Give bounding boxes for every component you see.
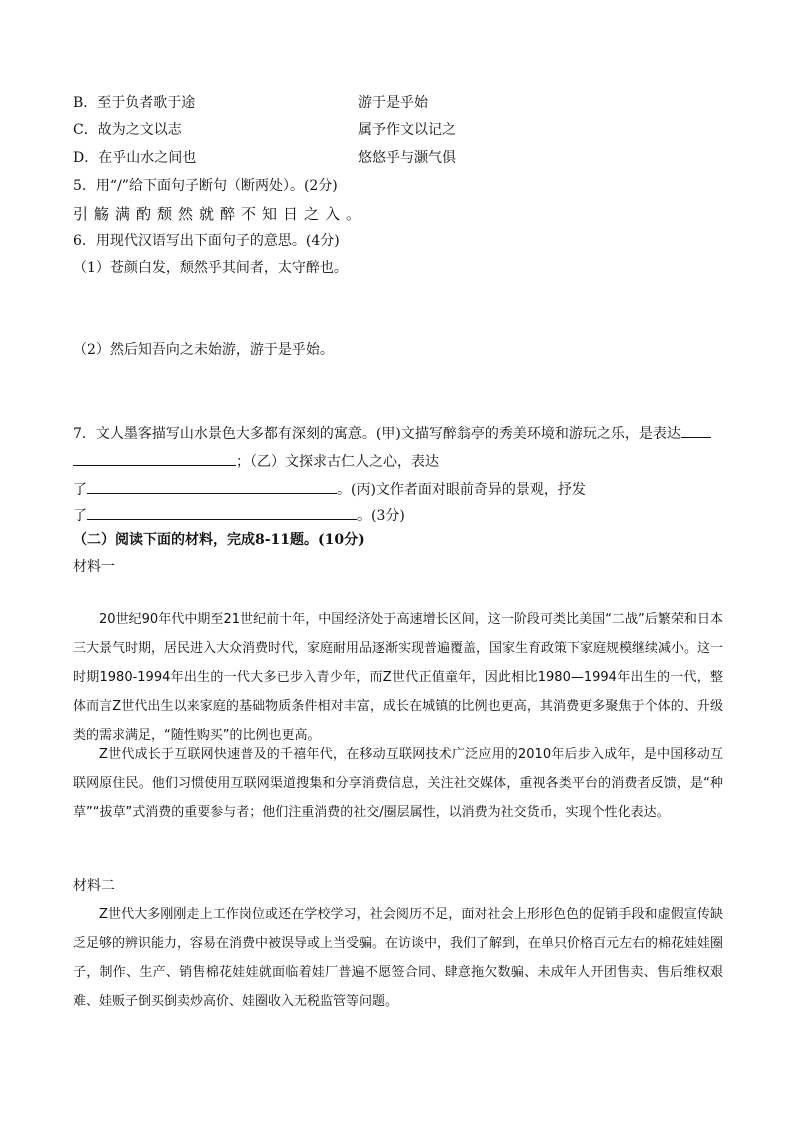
material-1-paragraph-2: Z世代成长于互联网快速普及的千禧年代，在移动互联网技术广泛应用的2010年后步入成年，是中国移动互联网原住民。他们习惯使用互联网渠道搜集和分享消费信息，关注社交媒体，重视各类平台的消费者反馈，是“种草”“拔草”式消费的重要参与者；他们注重消费的社交/圈层属性，以消费为社交货币，实现个性化表达。	[73, 747, 723, 820]
q7-line-2-text: ；（乙）文探求古仁人之心，表达	[236, 454, 439, 470]
q7-line-3-text: 。(丙)文作者面对眼前奇异的景观，抒发	[337, 482, 586, 498]
q7-line-1	[73, 423, 711, 444]
q7-line-4-text: 。(3分)	[357, 508, 405, 524]
q7-answer-blank-1[interactable]	[73, 451, 236, 466]
q4-option-b-left: B．至于负者歌于途	[73, 95, 196, 111]
q7-answer-blank-1-start[interactable]	[681, 423, 711, 438]
q7-line-4	[73, 505, 405, 526]
material-1-title: 材料一	[73, 559, 115, 575]
material-2-paragraph-1: Z世代大多刚刚走上工作岗位或还在学校学习，社会阅历不足，面对社会上形形色色的促销手段和虚假宣传缺乏足够的辨识能力，容易在消费中被误导或上当受骗。在访谈中，我们了解到，在单只价格百元左右的棉花娃娃圈子，制作、生产、销售棉花娃娃就面临着娃厂普遍不愿签合同、肆意拖欠数骗、未成年人开团售卖、售后维权艰难、娃贩子倒买倒卖炒高价、娃圈收入无税监管等问题。	[73, 907, 724, 1009]
section-2-heading: （二）阅读下面的材料，完成8-11题。(10分)	[73, 532, 365, 548]
q4-option-c-right: 属予作文以记之	[358, 122, 456, 138]
q5-sentence: 引觞满酌颓然就醉不知日之入。	[73, 205, 368, 223]
q4-option-d-right: 悠悠乎与灏气俱	[358, 150, 456, 166]
q7-line-2	[73, 451, 439, 472]
q5-prompt: 5．用“/”给下面句子断句（断两处）。(2分)	[73, 178, 338, 194]
q7-line-4-head: 了	[73, 508, 87, 524]
q4-option-c-left: C．故为之文以志	[73, 122, 182, 138]
q7-answer-blank-3[interactable]	[87, 505, 357, 520]
q7-line-3	[73, 479, 586, 500]
q6-item-2: （2）然后知吾向之未始游，游于是乎始。	[73, 342, 334, 358]
q7-line-3-head: 了	[73, 482, 87, 498]
q7-line-1-text: 7．文人墨客描写山水景色大多都有深刻的寓意。(甲)文描写醉翁亭的秀美环境和游玩之乐，是表达	[73, 426, 681, 442]
q4-option-b-right: 游于是乎始	[358, 95, 428, 111]
q4-option-d-left: D．在乎山水之间也	[73, 150, 197, 166]
q7-answer-blank-2[interactable]	[87, 479, 337, 494]
material-1-paragraph-1: 20世纪90年代中期至21世纪前十年，中国经济处于高速增长区间，这一阶段可类比美国“二战”后繁荣和日本三大景气时期，居民进入大众消费时代，家庭耐用品逐渐实现普遍覆盖，国家生育政策下家庭规模继续减小。这一时期1980-1994年出生的一代大多已步入青少年，而Z世代正值童年，因此相比1980—1994年出生的一代，整体而言Z世代出生以来家庭的基础物质条件相对丰富，成长在城镇的比例也更高，其消费更多聚焦于个体的、升级类的需求满足，“随性购买”的比例也更高。	[73, 612, 724, 743]
material-2-title: 材料二	[73, 878, 115, 894]
q6-prompt: 6．用现代汉语写出下面句子的意思。(4分)	[73, 233, 340, 249]
q6-item-1: （1）苍颜白发，颓然乎其间者，太守醉也。	[73, 260, 348, 276]
